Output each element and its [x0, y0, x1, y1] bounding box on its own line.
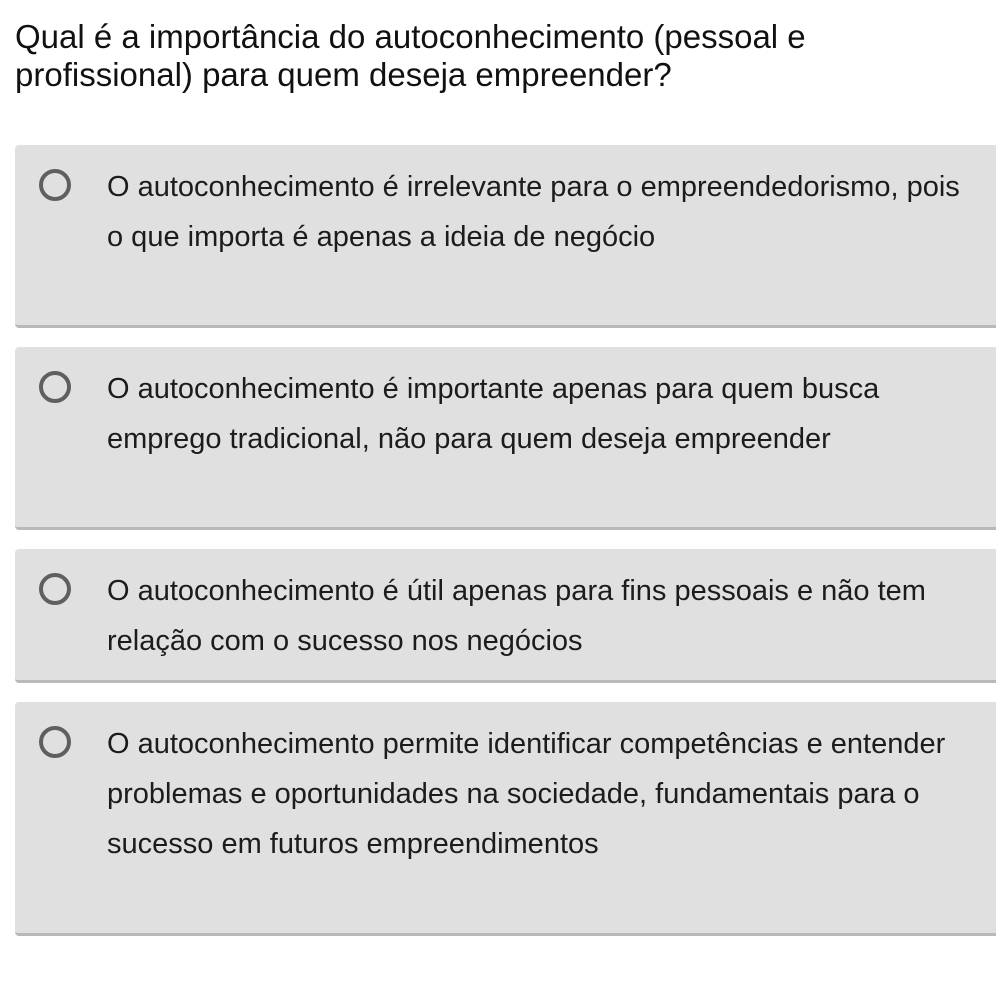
answer-option-1[interactable] — [15, 145, 996, 328]
answer-option-3[interactable] — [15, 549, 996, 683]
answer-option-label: O autoconhecimento é irrelevante para o empreendedorismo, pois o que importa é apenas a ideia de negócio — [107, 171, 960, 253]
answer-option-label: O autoconhecimento é importante apenas para quem busca emprego tradicional, não para quem deseja empreender — [107, 373, 880, 455]
radio-button-unselected-icon[interactable] — [39, 573, 71, 605]
answer-option-label: O autoconhecimento permite identificar competências e entender problemas e oportunidades na sociedade, fundamentais para o sucesso em futuros empreendimentos — [107, 728, 946, 860]
question-text: Qual é a importância do autoconhecimento (pessoal e profissional) para quem deseja empreender? — [15, 18, 806, 93]
answer-option-2[interactable] — [15, 347, 996, 530]
radio-button-unselected-icon[interactable] — [39, 371, 71, 403]
answer-option-4[interactable] — [15, 702, 996, 936]
radio-button-unselected-icon[interactable] — [39, 726, 71, 758]
radio-button-unselected-icon[interactable] — [39, 169, 71, 201]
answer-option-label: O autoconhecimento é útil apenas para fins pessoais e não tem relação com o sucesso nos negócios — [107, 575, 926, 657]
answer-options-list — [15, 145, 996, 936]
